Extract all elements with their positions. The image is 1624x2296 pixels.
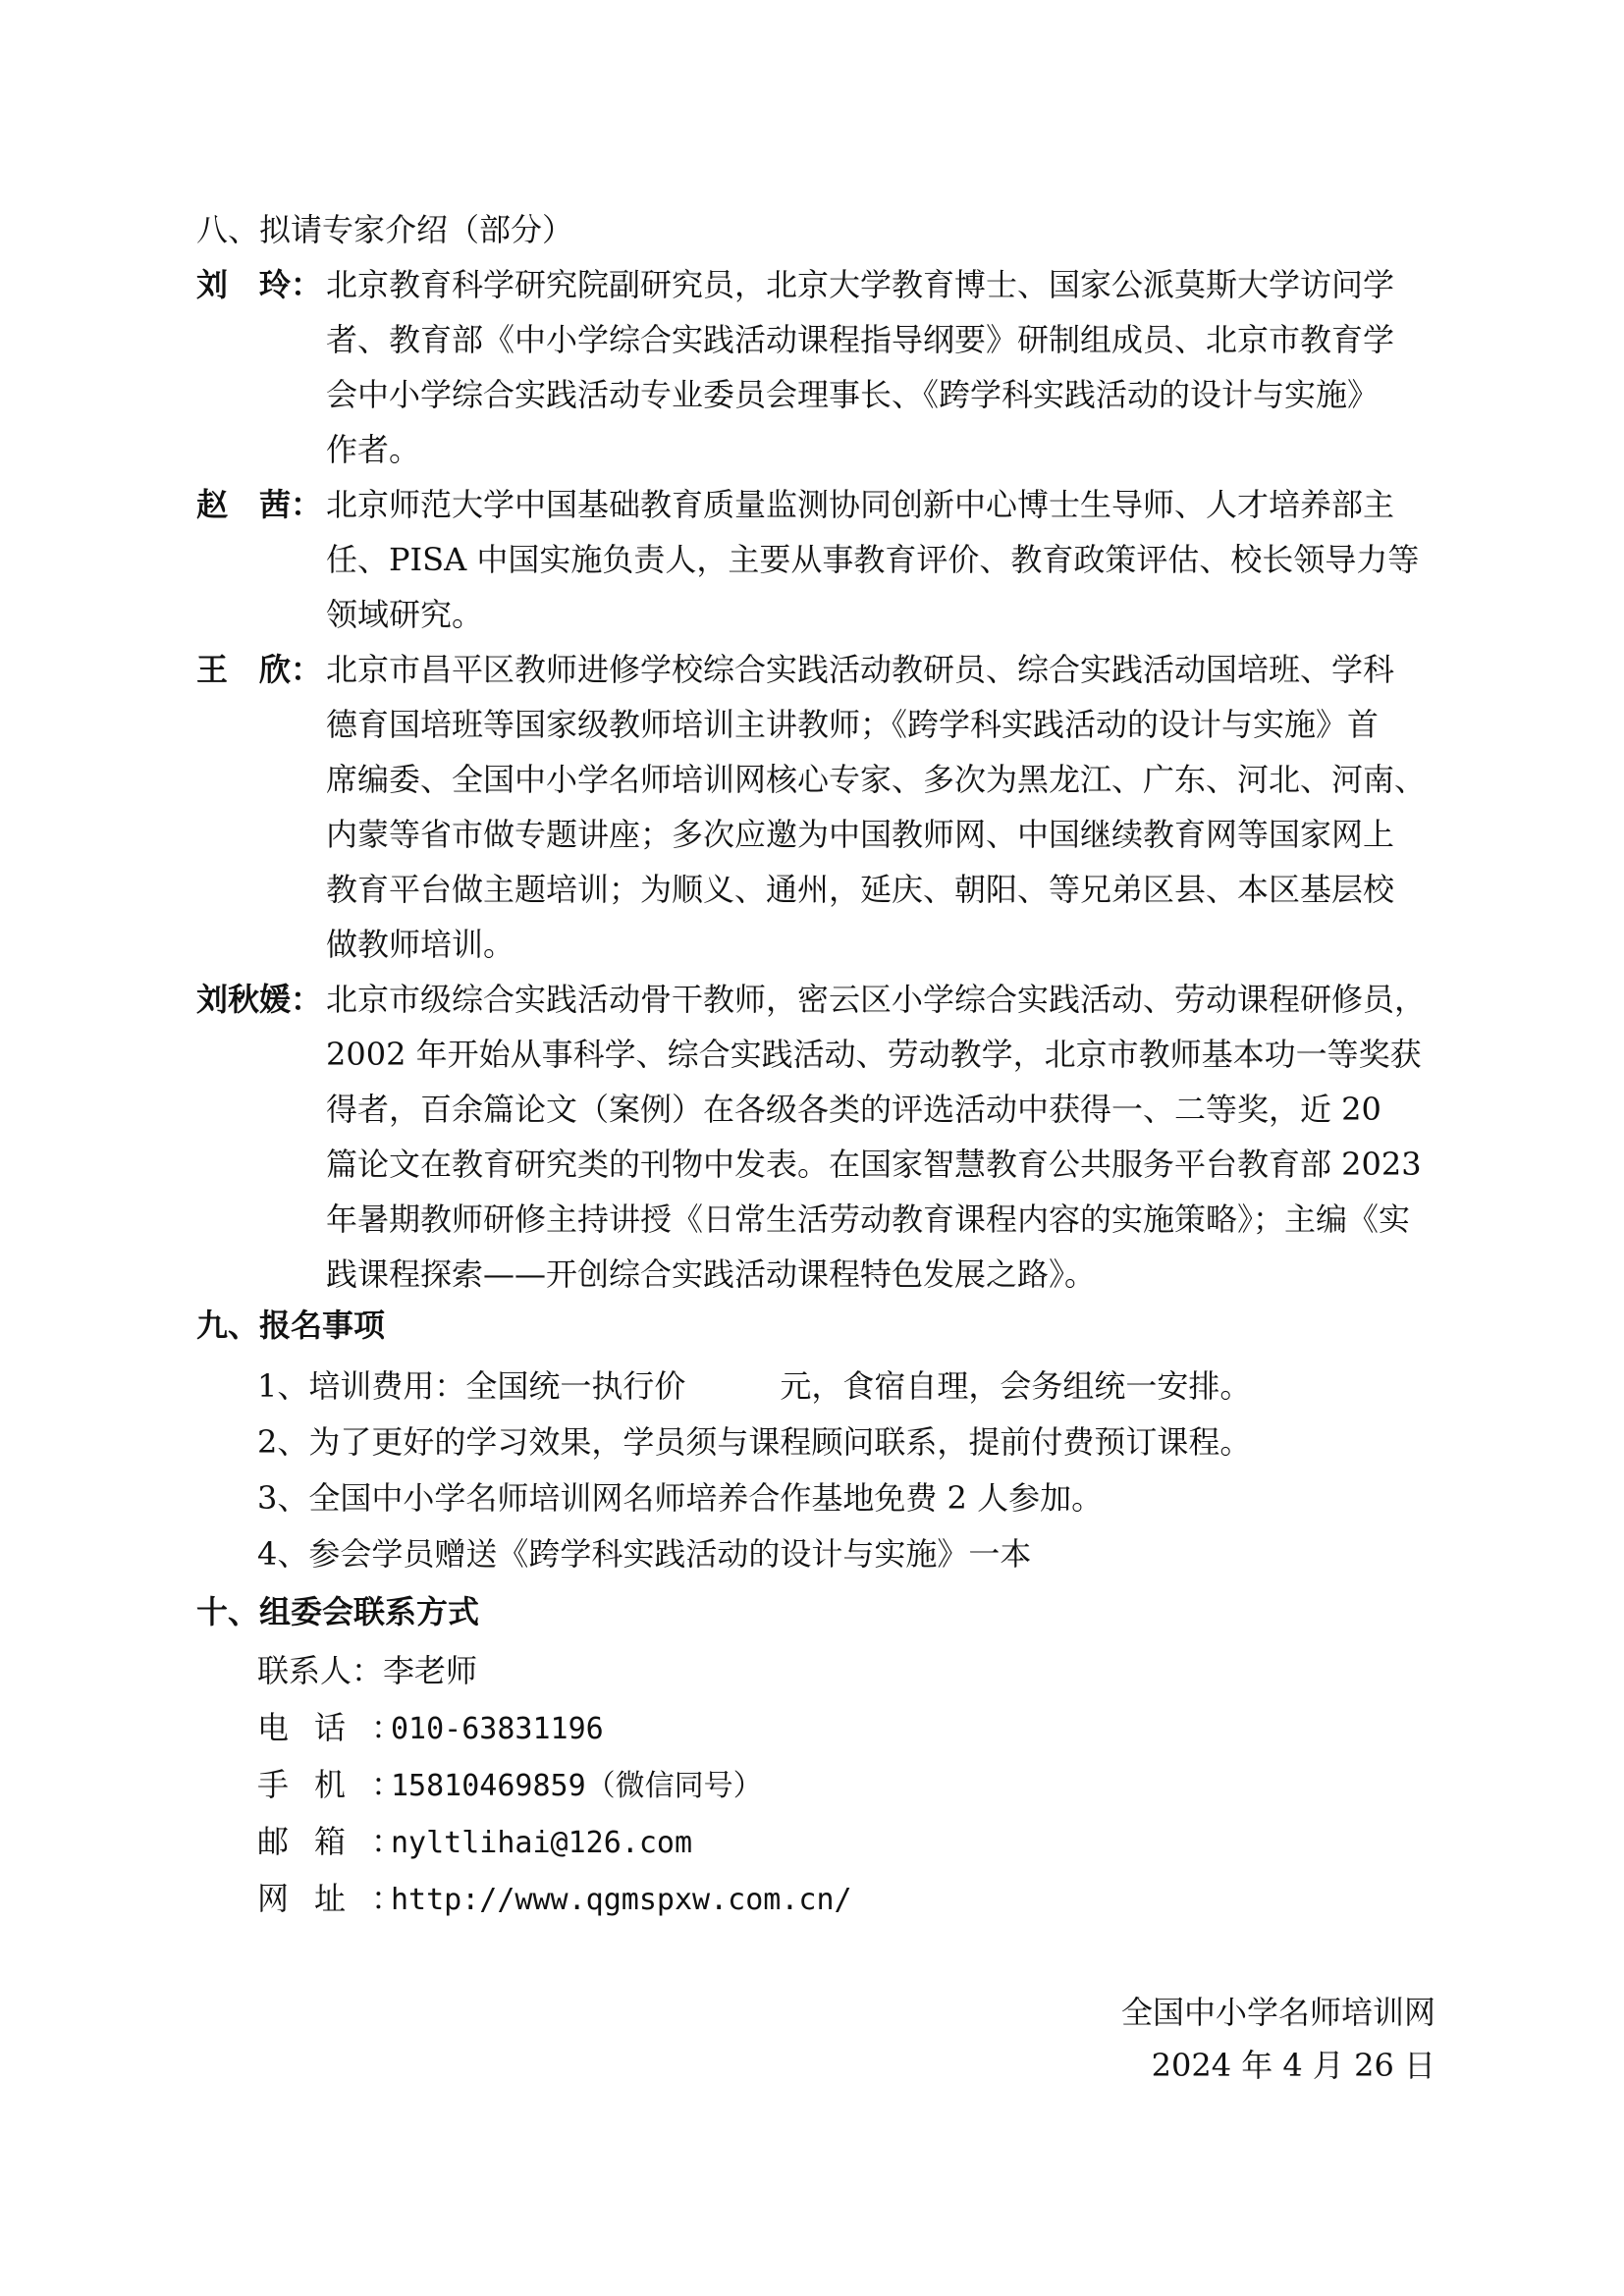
expert-bio-line: 内蒙等省市做专题讲座；多次应邀为中国教师网、中国继续教育网等国家网上 <box>326 816 1395 853</box>
contact-mobile-row <box>257 1763 763 1808</box>
contact-label: 邮箱： <box>257 1823 429 1860</box>
expert-bio-line: 任、PISA 中国实施负责人，主要从事教育评价、教育政策评估、校长领导力等 <box>326 541 1420 578</box>
expert-bio-line: 2002 年开始从事科学、综合实践活动、劳动教学，北京市教师基本功一等奖获 <box>326 1036 1422 1073</box>
expert-bio-line: 篇论文在教育研究类的刊物中发表。在国家智慧教育公共服务平台教育部 2023 <box>326 1146 1422 1183</box>
expert-bio-line: 会中小学综合实践活动专业委员会理事长、《跨学科实践活动的设计与实施》 <box>326 376 1380 413</box>
contact-value: 15810469859（微信同号） <box>391 1769 763 1803</box>
expert-bio-line: 德育国培班等国家级教师培训主讲教师；《跨学科实践活动的设计与实施》首 <box>326 706 1380 743</box>
contact-phone-row <box>257 1706 604 1751</box>
expert-bio-line: 作者。 <box>326 431 421 468</box>
contact-email-link[interactable]: nyltlihai@126.com <box>391 1826 693 1860</box>
expert-bio-line: 践课程探索——开创综合实践活动课程特色发展之路》。 <box>326 1255 1097 1293</box>
expert-bio-line: 北京师范大学中国基础教育质量监测协同创新中心博士生导师、人才培养部主 <box>326 486 1395 523</box>
expert-bio-line: 领域研究。 <box>326 596 484 633</box>
registration-item: 1、培训费用：全国统一执行价 元，食宿自理，会务组统一安排。 <box>257 1367 1252 1405</box>
registration-item: 4、参会学员赠送《跨学科实践活动的设计与实施》一本 <box>257 1535 1032 1573</box>
expert-bio-line: 席编委、全国中小学名师培训网核心专家、多次为黑龙江、广东、河北、河南、 <box>326 761 1427 798</box>
expert-bio-line: 北京市昌平区教师进修学校综合实践活动教研员、综合实践活动国培班、学科 <box>326 651 1395 688</box>
section-10-title: 十、组委会联系方式 <box>196 1593 480 1630</box>
contact-label: 手机： <box>257 1766 429 1803</box>
registration-item: 3、全国中小学名师培训网名师培养合作基地免费 2 人参加。 <box>257 1479 1104 1517</box>
expert-bio-line: 做教师培训。 <box>326 926 515 963</box>
contact-website-row <box>257 1877 852 1922</box>
contact-label: 网址： <box>257 1880 429 1917</box>
expert-bio-line: 者、教育部《中小学综合实践活动课程指导纲要》研制组成员、北京市教育学 <box>326 321 1395 358</box>
expert-bio-line: 教育平台做主题培训；为顺义、通州，延庆、朝阳、等兄弟区县、本区基层校 <box>326 871 1395 908</box>
section-9-title: 九、报名事项 <box>196 1307 386 1344</box>
expert-name: 王 欣： <box>196 651 323 688</box>
contact-email-row <box>257 1820 692 1865</box>
expert-name: 赵 茜： <box>196 486 323 523</box>
expert-bio-line: 年暑期教师研修主持讲授《日常生活劳动教育课程内容的实施策略》；主编《实 <box>326 1201 1411 1238</box>
expert-bio-line: 得者，百余篇论文（案例）在各级各类的评选活动中获得一、二等奖，近 20 <box>326 1091 1381 1128</box>
expert-bio-line: 北京教育科学研究院副研究员，北京大学教育博士、国家公派莫斯大学访问学 <box>326 266 1395 303</box>
section-8-title: 八、拟请专家介绍（部分） <box>196 211 574 248</box>
signature-org: 全国中小学名师培训网 <box>1120 1994 1435 2031</box>
contact-website-link[interactable]: http://www.qgmspxw.com.cn/ <box>391 1883 852 1917</box>
expert-name: 刘秋媛： <box>196 981 323 1018</box>
contact-value: 李老师 <box>383 1652 478 1689</box>
expert-name: 刘 玲： <box>196 266 323 303</box>
expert-bio-line: 北京市级综合实践活动骨干教师，密云区小学综合实践活动、劳动课程研修员， <box>326 981 1427 1018</box>
contact-label: 电话： <box>257 1709 429 1746</box>
signature-date: 2024 年 4 月 26 日 <box>1151 2047 1435 2084</box>
contact-label: 联系人： <box>257 1652 384 1689</box>
registration-item: 2、为了更好的学习效果，学员须与课程顾问联系，提前付费预订课程。 <box>257 1423 1252 1461</box>
contact-value: 010-63831196 <box>391 1712 604 1746</box>
contact-person-row <box>257 1649 477 1692</box>
